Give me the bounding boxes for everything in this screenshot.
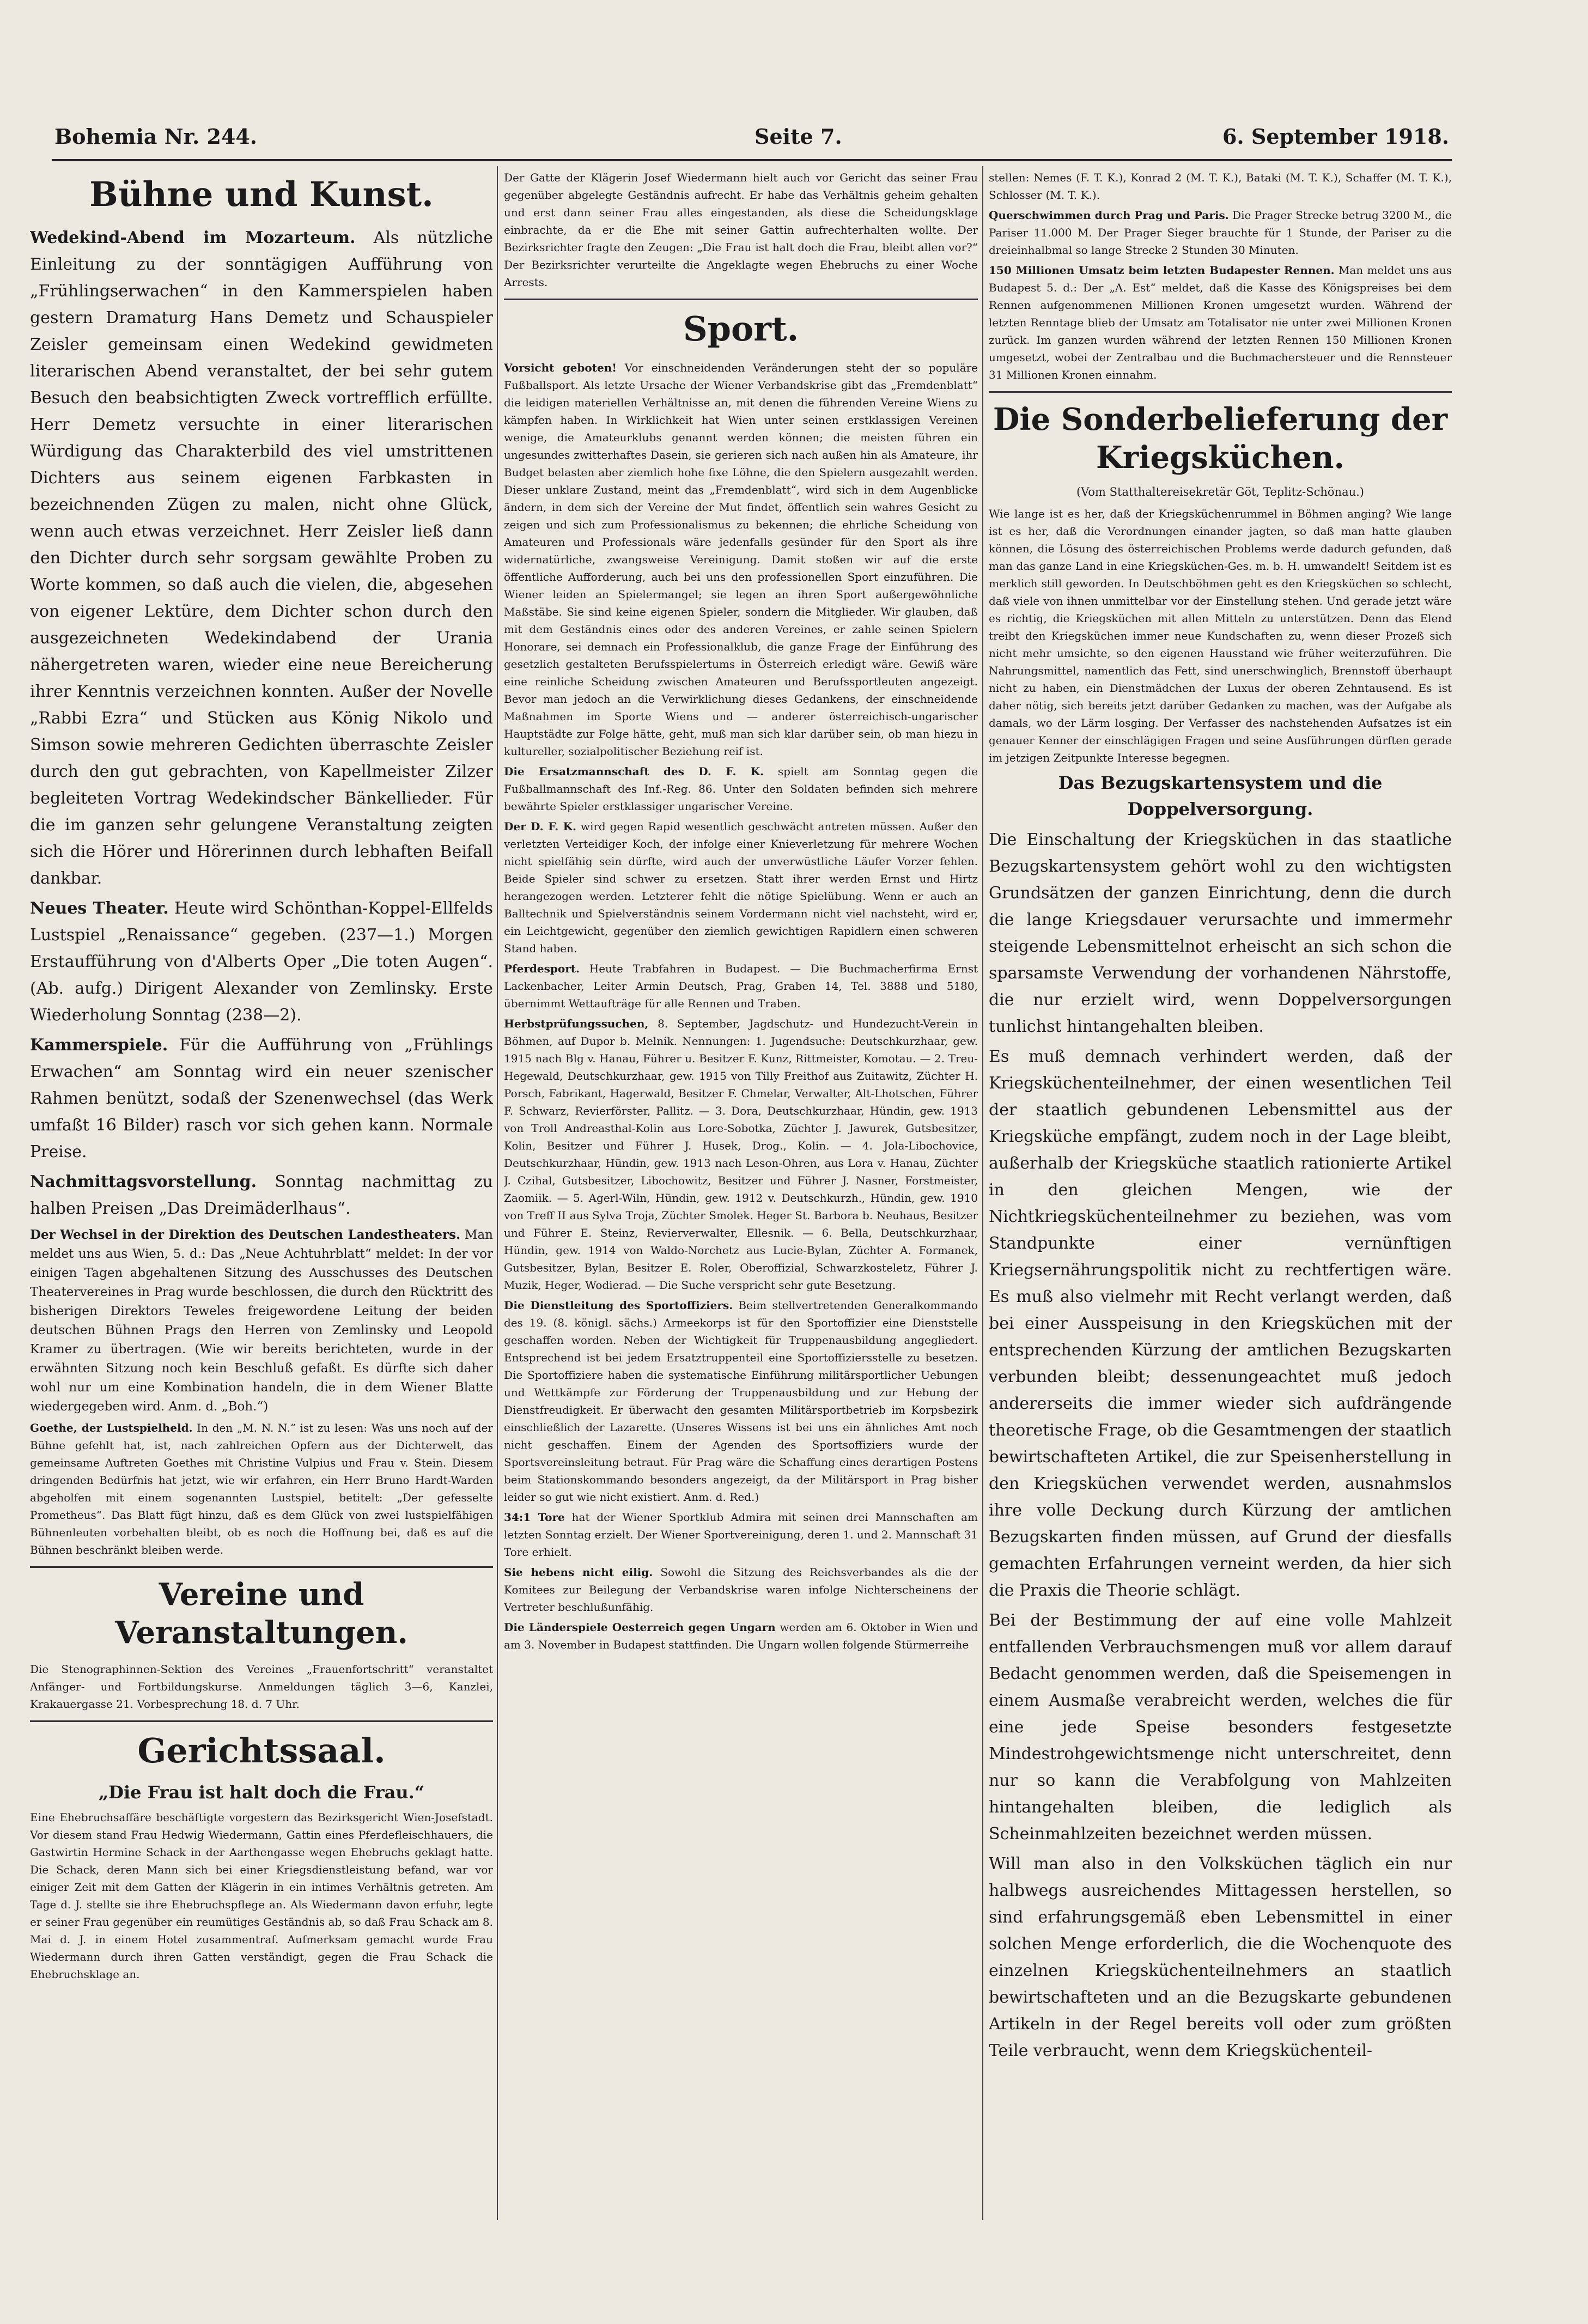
article-paragraph: Die Einschaltung der Kriegsküchen in das staatliche Bezugskartensystem gehört wohl zu den wichtigsten Grundsätzen der ganzen Einrichtung, denn die durch die lange Kriegsdauer verursachte und immermehr steigende Lebensmittelnot erheischt an sich schon die sparsamste Verwendung der vorhandenen Nährstoffe, die nur erzielt wird, wenn Doppelversorgungen tunlichst hintangehalten bleiben. <box>989 830 1452 1036</box>
article-heading: Die Ersatzmannschaft des D. F. K. <box>504 764 764 778</box>
masthead-rule <box>52 159 1452 161</box>
article-heading: 34:1 Tore <box>504 1510 565 1524</box>
article-heading: Nachmittagsvorstellung. <box>30 1172 257 1191</box>
article-body: Für die Aufführung von „Frühlings Erwachen“ am Sonntag wird ein neuer szenischer Rahmen benützt, sodaß der Szenenwechsel (das Werk umfaßt 16 Bilder) rasch vor sich gehen kann. Normale Preise. <box>30 1035 493 1161</box>
article-vorsicht <box>504 359 978 760</box>
article-body: Sonntag nachmittag zu halben Preisen „Das Dreimäderlhaus“. <box>30 1172 493 1218</box>
article-herbstpruefung <box>504 1015 978 1294</box>
article-byline: (Vom Statthaltereisekretär Göt, Teplitz-Schönau.) <box>1076 485 1364 498</box>
article-admira <box>504 1508 978 1561</box>
column-divider <box>497 166 498 2220</box>
column-left <box>30 169 493 2217</box>
article-paragraph: Bei der Bestimmung der auf eine volle Mahlzeit entfallenden Verbrauchsmengen muß vor allem darauf Bedacht genommen werden, daß die Speisemengen in einem Ausmaße verabreicht werden, welches die für eine jede Speise besonders festgesetzte Mindestrohgewichtsmenge nicht unterschreitet, denn nur so kann die Verabfolgung von Mahlzeiten hintangehalten bleiben, die lediglich als Scheinmahlzeiten bezeichnet werden müssen. <box>989 1611 1452 1844</box>
article-body: Heute wird Schönthan-Koppel-Ellfelds Lustspiel „Renaissance“ gegeben. (237—1.) Morgen Erstaufführung von d'Alberts Oper „Die toten Augen“. (Ab. aufg.) Dirigent Alexander von Zemlinsky. Erste Wiederholung Sonntag (238—2). <box>30 898 493 1025</box>
article-direktion <box>30 1225 493 1416</box>
article-heading: Goethe, der Lustspielheld. <box>30 1421 193 1434</box>
article-body: Beim stellvertretenden Generalkommando des 19. (8. königl. sächs.) Armeekorps ist für den Sportoffizier eine Dienststelle geschaffen worden. Neben der Wichtigkeit für Truppenausbildung angegliedert. Entsprechend ist bei jedem Ersatztruppenteil eine Sportoffiziersstelle zu besetzen. Die Sportoffiziere haben die systematische Einführung militärsportlicher Uebungen und Wettkämpfe zur Förderung der Truppenausbildung und zur Hebung der Dienstfreudigkeit. Er überwacht den gesamten Militärsportbetrieb im Korpsbezirk einschließlich der Lazarette. (Unseres Wissens ist bei uns ein ähnliches Amt noch nicht geschaffen. Einem der Agenden des Sportsoffiziers wurde der Sportsvereinsleitung betraut. Für Prag wäre die Schaffung eines derartigen Postens beim Stationskommando besonders angezeigt, da der Militärsport in Prag bisher leider so gut wie nicht existiert. Anm. d. Red.) <box>504 1298 978 1504</box>
article-body: Vor einschneidenden Veränderungen steht der so populäre Fußballsport. Als letzte Ursache der Wiener Verbandskrise gibt das „Fremdenblatt“ die leidigen materiellen Verhältnisse an, mit denen die führenden Vereine Wiens zu kämpfen haben. In Wirklichkeit hat Wien unter seinen erstklassigen Vereinen wenige, die Amateurklubs genannt werden können; die meisten führen ein ungesundes zwitterhaftes Dasein, sie gerieren sich nach außen hin als Amateure, ihr Budget belasten aber ziemlich hohe fixe Löhne, die den Spielern ausgezahlt werden. Dieser unklare Zustand, meint das „Fremdenblatt“, wird sich in dem Augenblicke ändern, in dem sich der Vereine der Mut findet, öffentlich sein wahres Gesicht zu zeigen und sich zum Professionalismus zu bekennen; die ehrliche Scheidung von Amateuren und Professionals wäre jedenfalls gesünder für den Sport als ihre widernatürliche, zwangsweise Vereinigung. Damit stoßen wir auf die erste öffentliche Aufforderung, auch bei uns den professionellen Sport einzuführen. Die Wiener leiden an Spielermangel; sie legen an ihren Sport außergewöhnliche Maßstäbe. Sie sind keine eigenen Spieler, sondern die Mitglieder. Wir glauben, daß mit dem Geständnis eines oder des anderen Vereines, er zahle seinen Spielern Honorare, sei demnach ein Professionalklub, die ganze Frage der Einführung des gesetzlich gestalteten Berufsspielertums in Österreich erledigt wäre. Gewiß wäre eine reinliche Scheidung zwischen Amateuren und Berufssportleuten angezeigt. Bevor man jedoch an die Verwirklichung dieses Gedankens, der einschneidende Maßnahmen im Sporte Wiens und — anderer österreichisch-ungarischer Hauptstädte zur Folge hätte, geht, muß man sich klar darüber sein, ob man hiezu in kultureller, sozialpolitischer Beziehung reif ist. <box>504 361 978 758</box>
column-right <box>989 169 1452 2217</box>
article-gericht: Eine Ehebruchsaffäre beschäftigte vorgestern das Bezirksgericht Wien-Josefstadt. Vor diesem stand Frau Hedwig Wiedermann, Gattin eines Pferdefleischhauers, die Gastwirtin Hermine Schack in der Aarthengasse wegen Ehebruchs geklagt hatte. Die Schack, deren Mann sich bei einer Kriegsdienstleistung befand, war vor einiger Zeit mit dem Gatten der Klägerin in ein intimes Verhältnis getreten. Am Tage d. J. stellte sie ihre Ehebruchspflege an. Als Wiedermann davon erfuhr, legte er seiner Frau gegenüber ein reumütiges Geständnis ab, so daß Frau Schack am 8. Mai d. J. in einem Hotel zusammentraf. Aufmerksam gemacht wurde Frau Wiedermann durch ihren Gatten verständigt, gegen die Frau Schack die Ehebruchsklage an. <box>30 1811 493 1981</box>
article-subhead: Das Bezugskartensystem und die Doppelversorgung. <box>1058 772 1383 819</box>
article-vereine: Die Stenographinnen-Sektion des Vereines „Frauenfortschritt“ veranstaltet Anfänger- und Fortbildungskurse. Anmeldungen täglich 3—6, Kanzlei, Krakauergasse 21. Vorbesprechung 18. d. 7 Uhr. <box>30 1662 493 1711</box>
article-body: 8. September, Jagdschutz- und Hundezucht-Verein in Böhmen, auf Dupor b. Melnik. Nennungen: 1. Jugendsuche: Deutschkurzhaar, gew. 1915 nach Blg v. Hanau, Führer u. Besitzer F. Kunz, Rittmeister, Komotau. — 2. Treu-Hegewald, Deutschkurzhaar, gew. 1915 von Tilly Freithof aus Zuitawitz, Züchter H. Porsch, Fabrikant, Hagerwald, Besitzer F. Chmelar, Verwalter, Alt-Lhotschen, Führer F. Schwarz, Revierförster, Pallitz. — 3. Dora, Deutschkurzhaar, Hündin, gew. 1913 von Troll Andreasthal-Kolin aus Lore-Sobotka, Züchter J. Jawurek, Gutsbesitzer, Kolin, Besitzer und Führer J. Husek, Drog., Kolin. — 4. Jola-Libochovice, Deutschkurzhaar, Hündin, gew. 1913 nach Leson-Ohren, aus Lora v. Hanau, Züchter J. Czihal, Gutsbesitzer, Libochowitz, Besitzer und Führer J. Nasner, Forstmeister, Zaomiik. — 5. Agerl-Wiln, Hündin, gew. 1912 v. Deutschkurzh., Hündin, gew. 1910 von Treff II aus Sylva Troja, Züchter Smolek. Heger St. Barbora b. Neuhaus, Besitzer und Führer E. Steinz, Revierverwalter, Ellesnik. — 6. Bella, Deutschkurzhaar, Hündin, gew. 1914 von Waldo-Norchetz aus Lucie-Bylan, Züchter A. Formanek, Gutsbesitzer, Bylan, Besitzer E. Roler, Oberoffizial, Schwarzkosteletz, Führer J. Muzik, Heger, Wodierad. — Die Suche verspricht sehr gute Besetzung. <box>504 1017 978 1292</box>
article-body: Man meldet uns aus Budapest 5. d.: Der „A. Est“ meldet, daß die Kasse des Königspreises bei dem Rennen aufgenommenen Millionen Kronen umgesetzt wurden. Während der letzten Renntage blieb der Umsatz am Totalisator nie unter zwei Millionen Kronen zurück. Im ganzen wurden während der letzten Rennen 150 Millionen Kronen umgesetzt, wobei der Zentralbau und die Buchmachersteuer und die Rennsteuer 31 Millionen Kronen einnahm. <box>989 264 1452 381</box>
article-heading: Wedekind-Abend im Mozarteum. <box>30 228 356 247</box>
article-neues-theater <box>30 895 493 1029</box>
article-laenderspiele <box>504 1619 978 1653</box>
article-heading: Vorsicht geboten! <box>504 361 617 374</box>
article-paragraph: Es muß demnach verhindert werden, daß der Kriegsküchenteilnehmer, der einen wesentlichen Teil der staatlich gebundenen Lebensmittel aus der Kriegsküche empfängt, zudem noch in der Lage bleibt, außerhalb der Kriegsküche staatlich rationierte Artikel in den gleichen Mengen, wie der Nichtkriegsküchenteilnehmer zu beziehen, was vom Standpunkte einer vernünftigen Kriegsernährungspolitik nicht zu rechtfertigen wäre. Es muß also vielmehr mit Recht verlangt werden, daß bei einer Ausspeisung in den Kriegsküchen mit der entsprechenden Kürzung der amtlichen Bezugskarten verbunden bleibt; dessenungeachtet muß jedoch andererseits die immer wieder sich aufdrängende theoretische Frage, ob die Gesamtmengen der staatlich bewirtschafteten Artikel, die zur Speisenherstellung in den Kriegsküchen verwendet werden, ausnahmslos ihre volle Deckung durch Kürzung der amtlichen Bezugskarten finden müssen, auf Grund der diesfalls gemachten Erfahrungen verneint werden, da hier sich die Praxis die Theorie schlägt. <box>989 1047 1452 1600</box>
masthead-date: 6. September 1918. <box>1222 124 1449 149</box>
column-middle <box>504 169 978 2217</box>
article-heading: Die Dienstleitung des Sportoffiziers. <box>504 1298 733 1312</box>
article-sportoffizier <box>504 1297 978 1506</box>
article-goethe <box>30 1419 493 1559</box>
article-querschwimmen <box>989 206 1452 259</box>
article-dfk <box>504 818 978 957</box>
article-intro: Wie lange ist es her, daß der Kriegsküchenrummel in Böhmen anging? Wie lange ist es her, daß die Verordnungen einander jagten, so daß man hatte glauben können, die Lösung des österreichischen Problems werde dadurch gefunden, daß man das ganze Land in eine Kriegsküchen-Ges. m. b. H. umwandelt! Seitdem ist es merklich still geworden. In Deutschböhmen geht es den Kriegsküchen so schlecht, daß viele von ihnen unmittelbar vor der Einstellung stehen. Und gerade jetzt wäre es richtig, die Kriegsküchen mit allen Mitteln zu unterstützen. Denn das Elend treibt den Kriegsküchen immer neue Kundschaften zu, wenn dieser Prozeß sich nicht mehr umsichte, so den eigenen Hausstand wie früher weiterzuführen. Die Nahrungsmittel, namentlich das Fett, sind unerschwinglich, Brennstoff überhaupt nicht zu haben, ein Dienstmädchen der Luxus der oberen Zehntausend. Es ist daher nötig, sich bereits jetzt darüber Gedanken zu machen, was der Aufgabe als damals, wo der Lärm losging. Der Verfasser des nachstehenden Aufsatzes ist ein genauer Kenner der einschlägigen Fragen und seine Ausführungen dürften gerade im jetzigen Zeitpunkte Interesse begegnen. <box>989 507 1452 764</box>
article-heading: Querschwimmen durch Prag und Paris. <box>989 209 1229 222</box>
article-heading: Pferdesport. <box>504 962 580 975</box>
article-kammerspiele <box>30 1032 493 1165</box>
section-rule <box>30 1566 493 1568</box>
masthead-page-number: Seite 7. <box>755 124 842 149</box>
article-body: Die Prager Strecke betrug 3200 M., die Pariser 11.000 M. Der Prager Sieger brauchte für 1 Stunde, der Pariser zu die dreieinhalbmal so lange Strecke 2 Stunden 30 Minuten. <box>989 209 1452 257</box>
article-wedekind <box>30 224 493 892</box>
masthead <box>54 124 1449 157</box>
article-body: wird gegen Rapid wesentlich geschwächt antreten müssen. Außer den verletzten Verteidiger Koch, der infolge einer Knieverletzung für mehrere Wochen nicht spielfähig sein dürfte, wird auch der unverwüstliche Läufer Vorzer fehlen. Beide Spieler sind schwer zu ersetzen. Statt ihrer werden Ernst und Hirtz herangezogen werden. Letzterer fehlt die nötige Spielübung. Wenn er auch an Balltechnik und Spielverständnis seinem Vordermann nicht viel nachsteht, wird er, ein Leichtgewicht, gegenüber den ziemlich gewichtigen Rapidlern einen schweren Stand haben. <box>504 819 978 955</box>
article-heading: 150 Millionen Umsatz beim letzten Budapester Rennen. <box>989 264 1335 277</box>
article-heading: Der D. F. K. <box>504 819 577 833</box>
article-heading: Sie hebens nicht eilig. <box>504 1565 653 1579</box>
article-heading: Herbstprüfungssuchen, <box>504 1017 649 1030</box>
article-heading: Neues Theater. <box>30 898 169 918</box>
article-body: hat der Wiener Sportklub Admira mit seinen drei Mannschaften am letzten Sonntag erzielt. Der Wiener Sportvereinigung, deren 1. und 2. Mannschaft 31 Tore erhielt. <box>504 1510 978 1559</box>
section-title-vereine: Vereine und Veranstaltungen. <box>115 1576 408 1651</box>
article-body: Man meldet uns aus Wien, 5. d.: Das „Neue Achtuhrblatt“ meldet: In der vor einigen Tagen abgehaltenen Sitzung des Ausschusses des Deutschen Theatervereines in Prag wurde beschlossen, die durch den Rücktritt des bisherigen Direktors Teweles freigewordene Leitung der beiden deutschen Bühnen Prags den Herren von Zemlinsky und Leopold Kramer zu übertragen. (Wie wir bereits berichteten, wurde in der erwähnten Sitzung noch kein Beschluß gefaßt. Es dürfte sich daher wohl nur um eine Kombination handeln, die in dem Wiener Blatte wiedergegeben wird. Anm. d. „Boh.“) <box>30 1227 493 1414</box>
article-body: werden am 6. Oktober in Wien und am 3. November in Budapest stattfinden. Die Ungarn wollen folgende Stürmerreihe <box>504 1620 978 1651</box>
article-heading: Die Länderspiele Oesterreich gegen Ungarn <box>504 1620 776 1634</box>
article-gericht-continued: Der Gatte der Klägerin Josef Wiedermann hielt auch vor Gericht das seiner Frau gegenüber abgelegte Geständnis aufrecht. Er habe das Verhältnis geheim gehalten und erst dann seiner Frau alles eingestanden, als diese die Scheidungsklage einbrachte, da er die Ehe mit seiner Gattin aufrechterhalten wollte. Der Bezirksrichter fragte den Zeugen: „Die Frau ist halt doch die Frau, bleibt allen vor?“ Der Bezirksrichter verurteilte die Angeklagte wegen Ehebruchs zu einer Woche Arrests. <box>504 171 978 289</box>
article-body: Sowohl die Sitzung des Reichsverbandes als die der Komitees zur Beilegung der Verbandskrise waren infolge Nichterscheinens der Vertreter beschlußunfähig. <box>504 1565 978 1614</box>
section-title-sport: Sport. <box>683 309 799 349</box>
section-title-gerichtssaal: Gerichtssaal. <box>137 1730 386 1771</box>
article-body: spielt am Sonntag gegen die Fußballmannschaft des Inf.-Reg. 86. Unter den Soldaten befinden sich mehrere bewährte Spieler erstklassiger ungarischer Vereine. <box>504 764 978 813</box>
article-subtitle: „Die Frau ist halt doch die Frau.“ <box>98 1782 425 1803</box>
article-body: Als nützliche Einleitung zu der sonntägigen Aufführung von „Frühlingserwachen“ in den Kammerspielen haben gestern Dramaturg Hans Demetz und Schauspieler Zeisler gemeinsam einen Wedekind gewidmeten literarischen Abend veranstaltet, der bei sehr gutem Besuch den beabsichtigten Zweck vortrefflich erfüllte. Herr Demetz versuchte in einer literarischen Würdigung das Charakterbild des viel umstrittenen Dichters aus seinem eigenen Farbkasten in bezeichnenden Zügen zu malen, nicht ohne Glück, wenn auch etwas verzeichnet. Herr Zeisler ließ dann den Dichter durch sehr sorgsam gewählte Proben zu Worte kommen, so daß auch die vielen, die, abgesehen von eigener Lektüre, dem Dichter schon durch den ausgezeichneten Wedekindabend der Urania nähergetreten waren, wieder eine neue Bereicherung ihrer Kenntnis verzeichnen konnten. Außer der Novelle „Rabbi Ezra“ und Stücken aus König Nikolo und Simson sowie mehreren Gedichten überraschte Zeisler durch den gut gebrachten, von Kapellmeister Zilzer begleiteten Vortrag Wedekindscher Bänkellieder. Für die im ganzen sehr gelungene Veranstaltung zeigten sich die Hörer und Hörerinnen durch lebhaften Beifall dankbar. <box>30 228 493 888</box>
article-verbandskrise <box>504 1563 978 1616</box>
article-sport-continued: stellen: Nemes (F. T. K.), Konrad 2 (M. T. K.), Bataki (M. T. K.), Schaffer (M. T. K.), Schlosser (M. T. K.). <box>989 171 1452 202</box>
article-body: Heute Trabfahren in Budapest. — Die Buchmacherfirma Ernst Lackenbacher, Leiter Armin Deutsch, Prag, Graben 14, Tel. 3888 und 5180, übernimmt Wettaufträge für alle Rennen und Traben. <box>504 962 978 1010</box>
article-budapest-rennen <box>989 261 1452 384</box>
article-paragraph: Will man also in den Volksküchen täglich ein nur halbwegs ausreichendes Mittagessen herstellen, so sind erfahrungsgemäß eben Lebensmittel in einer solchen Menge erforderlich, die die Wochenquote des einzelnen Kriegsküchenteilnehmers an staatlich bewirtschafteten und an die Bezugskarte gebundenen Artikeln in der Regel bereits voll oder zum größten Teile verbraucht, wenn dem Kriegsküchenteil- <box>989 1854 1452 2060</box>
column-divider <box>982 166 983 2220</box>
article-nachmittag <box>30 1169 493 1222</box>
article-heading: Der Wechsel in der Direktion des Deutschen Landestheaters. <box>30 1227 461 1242</box>
article-heading: Kammerspiele. <box>30 1035 168 1055</box>
article-ersatzmannschaft <box>504 763 978 815</box>
article-pferdesport <box>504 960 978 1012</box>
section-rule <box>30 1720 493 1722</box>
masthead-issue: Bohemia Nr. 244. <box>54 124 258 149</box>
article-body: In den „M. N. N.“ ist zu lesen: Was uns noch auf der Bühne gefehlt hat, ist, nach zahlreichen Opfern aus der Dichterwelt, das gemeinsame Auftreten Goethes mit Christine Vulpius und Frau v. Stein. Diesem dringenden Bedürfnis hat jetzt, wie wir erfahren, ein Herr Bruno Hardt-Warden abgeholfen mit einem sogenannten Lustspiel, betitelt: „Der gefesselte Prometheus“. Das Blatt fügt hinzu, daß es dem Glück von zwei lustspielfähigen Bühnenleuten vorbehalten bleibt, ob es noch die Hoffnung bei, daß es auf die Bühnen beschränkt bleiben werde. <box>30 1421 493 1556</box>
section-title-buehne: Bühne und Kunst. <box>89 174 434 214</box>
section-rule <box>504 299 978 300</box>
article-title-kriegskuechen: Die Sonderbelieferung der Kriegsküchen. <box>993 401 1448 476</box>
section-rule <box>989 391 1452 393</box>
